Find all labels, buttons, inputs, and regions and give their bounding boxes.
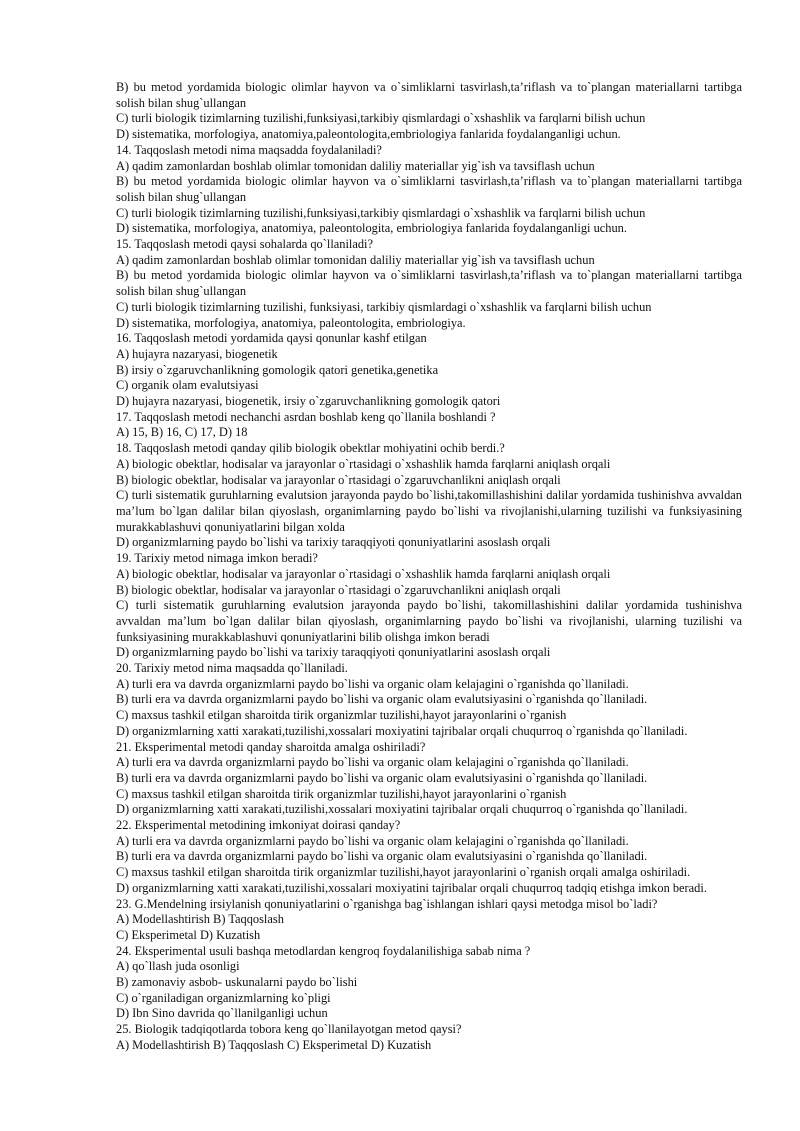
answer-option: A) turli era va davrda organizmlarni paydo bo`lishi va organic olam kelajagini o`rganishda qo`llaniladi.: [116, 833, 629, 848]
answer-option: C) turli biologik tizimlarning tuzilishi, funksiyasi, tarkibiy qismlardagi o`xshashlik va farqlarni bilish uchun: [116, 299, 652, 314]
answer-option: B) turli era va davrda organizmlarni paydo bo`lishi va organic olam evalutsiyasini o`rganishda qo`llaniladi.: [116, 849, 648, 864]
answer-option: A) turli era va davrda organizmlarni paydo bo`lishi va organic olam kelajagini o`rganishda qo`llaniladi.: [116, 676, 629, 691]
answer-option: D) organizmlarning xatti xarakati,tuzilishi,xossalari moxiyatini tajribalar orqali chuqurroq o`rganishda qo`llaniladi.: [116, 802, 688, 817]
question-text: 24. Eksperimental usuli bashqa metodlardan kengroq foydalanilishiga sabab nima ?: [116, 943, 531, 958]
answer-option: A) 15, B) 16, C) 17, D) 18: [116, 425, 248, 440]
answer-option: C) turli sistematik guruhlarning evalutsion jarayonda paydo bo`lishi, takomillashishini dalilar yordamida tushinishva avvaldan ma’lum bo`lgan dalilar bilan qiyoslash, organimlarning paydo bo`lishi va rivojlanishi, ularning tuzilishi va funksiyasining murakkablashuvi qonuniyatlarini bilib olishga imkon beradi: [116, 598, 742, 644]
question-text: 19. Tarixiy metod nimaga imkon beradi?: [116, 551, 318, 566]
answer-option: D) sistematika, morfologiya, anatomiya, paleontologita, embriologiya fanlarida foydalanganligi uchun.: [116, 221, 627, 236]
answer-option: A) Modellashtirish B) Taqqoslash: [116, 912, 284, 927]
answer-option: B) turli era va davrda organizmlarni paydo bo`lishi va organic olam evalutsiyasini o`rganishda qo`llaniladi.: [116, 692, 648, 707]
question-text: 17. Taqqoslash metodi nechanchi asrdan boshlab keng qo`llanila boshlandi ?: [116, 409, 496, 424]
answer-option: A) Modellashtirish B) Taqqoslash C) Eksperimetal D) Kuzatish: [116, 1037, 432, 1052]
question-text: 21. Eksperimental metodi qanday sharoitda amalga oshiriladi?: [116, 739, 426, 754]
answer-option: D) organizmlarning paydo bo`lishi va tarixiy taraqqiyoti qonuniyatlarini asoslash orqali: [116, 535, 551, 550]
question-text: 15. Taqqoslash metodi qaysi sohalarda qo`llaniladi?: [116, 237, 373, 252]
question-list: [116, 80, 742, 1054]
answer-option: B) irsiy o`zgaruvchanlikning gomologik qatori genetika,genetika: [116, 362, 439, 377]
answer-option: C) turli biologik tizimlarning tuzilishi,funksiyasi,tarkibiy qismlardagi o`xshashlik va farqlarni bilish uchun: [116, 205, 646, 220]
answer-option: B) bu metod yordamida biologic olimlar hayvon va o`simliklarni tasvirlash,ta’riflash va to`plangan materiallarni tartibga solish bilan shug`ullangan: [116, 174, 742, 204]
answer-option: C) o`rganiladigan organizmlarning ko`pligi: [116, 990, 331, 1005]
answer-option: D) organizmlarning xatti xarakati,tuzilishi,xossalari moxiyatini tajribalar orqali chuqurroq o`rganishda qo`llaniladi.: [116, 723, 688, 738]
question-text: 23. G.Mendelning irsiylanish qonuniyatlarini o`rganishga bag`ishlangan ishlari qaysi metodga misol bo`ladi?: [116, 896, 658, 911]
answer-option: A) qadim zamonlardan boshlab olimlar tomonidan daliliy materiallar yig`ish va tavsiflash uchun: [116, 158, 595, 173]
answer-option: C) turli sistematik guruhlarning evalutsion jarayonda paydo bo`lishi,takomillashishini dalilar yordamida tushinishva avvaldan ma’lum bo`lgan dalilar bilan qiyoslash, organimlarning paydo bo`lishi va rivojlanishi,ularning tuzilishi va funksiyasining murakkablashuvi qonuniyatlarini bilgan xolda: [116, 488, 742, 534]
answer-option: B) zamonaviy asbob- uskunalarni paydo bo`lishi: [116, 975, 358, 990]
answer-option: B) biologic obektlar, hodisalar va jarayonlar o`rtasidagi o`zgaruvchanlikni aniqlash orqali: [116, 472, 561, 487]
answer-option: B) bu metod yordamida biologic olimlar hayvon va o`simliklarni tasvirlash,ta’riflash va to`plangan materiallarni tartibga solish bilan shug`ullangan: [116, 268, 742, 299]
answer-option: C) Eksperimetal D) Kuzatish: [116, 927, 261, 942]
answer-option: B) bu metod yordamida biologic olimlar hayvon va o`simliklarni tasvirlash,ta’riflash va to`plangan materiallarni tartibga solish bilan shug`ullangan: [116, 80, 742, 110]
answer-option: D) hujayra nazaryasi, biogenetik, irsiy o`zgaruvchanlikning gomologik qatori: [116, 394, 501, 409]
answer-option: D) sistematika, morfologiya, anatomiya, paleontologita, embriologiya.: [116, 315, 466, 330]
answer-option: D) organizmlarning xatti xarakati,tuzilishi,xossalari moxiyatini tajribalar orqali chuqurroq tadqiq etishga imkon beradi.: [116, 880, 707, 895]
answer-option: D) sistematika, morfologiya, anatomiya,paleontologita,embriologiya fanlarida foydalanganligi uchun.: [116, 127, 621, 142]
answer-option: B) turli era va davrda organizmlarni paydo bo`lishi va organic olam evalutsiyasini o`rganishda qo`llaniladi.: [116, 770, 648, 785]
answer-option: A) biologic obektlar, hodisalar va jarayonlar o`rtasidagi o`xshashlik hamda farqlarni aniqlash orqali: [116, 456, 611, 471]
answer-option: A) qadim zamonlardan boshlab olimlar tomonidan daliliy materiallar yig`ish va tavsiflash uchun: [116, 252, 595, 267]
answer-option: A) biologic obektlar, hodisalar va jarayonlar o`rtasidagi o`xshashlik hamda farqlarni aniqlash orqali: [116, 566, 611, 581]
question-text: 22. Eksperimental metodining imkoniyat doirasi qanday?: [116, 818, 401, 833]
answer-option: C) maxsus tashkil etilgan sharoitda tirik organizmlar tuzilishi,hayot jarayonlarini o`rganish orqali amalga oshiriladi.: [116, 865, 691, 880]
answer-option: D) Ibn Sino davrida qo`llanilganligi uchun: [116, 1006, 328, 1021]
answer-option: C) organik olam evalutsiyasi: [116, 378, 259, 393]
answer-option: A) qo`llash juda osonligi: [116, 959, 240, 974]
question-text: 25. Biologik tadqiqotlarda tobora keng qo`llanilayotgan metod qaysi?: [116, 1022, 462, 1037]
question-text: 20. Tarixiy metod nima maqsadda qo`llaniladi.: [116, 661, 348, 676]
answer-option: B) biologic obektlar, hodisalar va jarayonlar o`rtasidagi o`zgaruvchanlikni aniqlash orqali: [116, 582, 561, 597]
answer-option: C) maxsus tashkil etilgan sharoitda tirik organizmlar tuzilishi,hayot jarayonlarini o`rganish: [116, 786, 567, 801]
answer-option: A) turli era va davrda organizmlarni paydo bo`lishi va organic olam kelajagini o`rganishda qo`llaniladi.: [116, 755, 629, 770]
question-text: 14. Taqqoslash metodi nima maqsadda foydalaniladi?: [116, 142, 382, 157]
question-text: 18. Taqqoslash metodi qanday qilib biologik obektlar mohiyatini ochib berdi.?: [116, 441, 505, 456]
answer-option: A) hujayra nazaryasi, biogenetik: [116, 346, 278, 361]
answer-option: D) organizmlarning paydo bo`lishi va tarixiy taraqqiyoti qonuniyatlarini asoslash orqali: [116, 645, 551, 660]
answer-option: C) turli biologik tizimlarning tuzilishi,funksiyasi,tarkibiy qismlardagi o`xshashlik va farqlarni bilish uchun: [116, 111, 646, 126]
answer-option: C) maxsus tashkil etilgan sharoitda tirik organizmlar tuzilishi,hayot jarayonlarini o`rganish: [116, 708, 567, 723]
question-text: 16. Taqqoslash metodi yordamida qaysi qonunlar kashf etilgan: [116, 331, 427, 346]
